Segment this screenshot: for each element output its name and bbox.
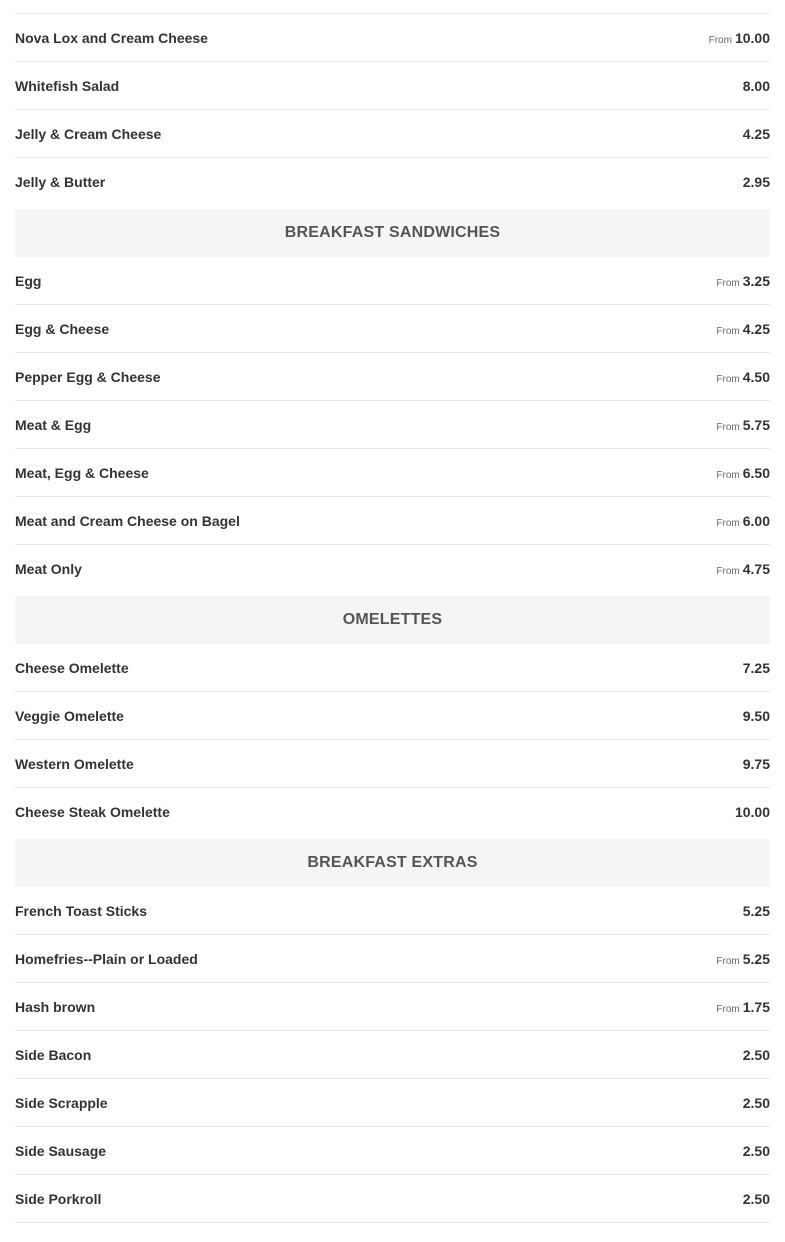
menu-item-hash-brown[interactable]	[15, 983, 770, 1031]
item-name: Side Porkroll	[15, 1190, 102, 1207]
price-amount: 4.75	[742, 560, 770, 577]
item-price	[743, 1143, 770, 1159]
price-amount: 2.95	[742, 173, 770, 190]
price-amount: 7.25	[742, 659, 770, 676]
menu-item-meat-and-cream-cheese-on-bagel[interactable]	[15, 497, 770, 545]
menu-item-jelly-cream-cheese[interactable]	[15, 110, 770, 158]
price-amount: 10.00	[734, 803, 770, 820]
item-price	[743, 708, 770, 724]
item-name: Veggie Omelette	[15, 707, 124, 724]
item-name: Meat Only	[15, 560, 82, 577]
item-name: Pepper Egg & Cheese	[15, 368, 161, 385]
item-price	[716, 369, 770, 385]
menu-item-cheese-omelette[interactable]	[15, 644, 770, 692]
item-price	[716, 999, 770, 1015]
menu-item-side-sausage[interactable]	[15, 1127, 770, 1175]
item-price	[716, 465, 770, 481]
price-amount: 5.75	[742, 416, 770, 433]
item-name: Nova Lox and Cream Cheese	[15, 29, 208, 46]
price-amount: 5.25	[742, 950, 770, 967]
price-amount: 5.25	[742, 902, 770, 919]
top-divider	[15, 0, 770, 14]
price-from-label: From	[716, 421, 740, 433]
price-from-label: From	[716, 469, 740, 481]
item-price	[743, 1047, 770, 1063]
menu-item-meat-egg[interactable]	[15, 401, 770, 449]
price-from-label: From	[716, 955, 740, 967]
item-price	[716, 417, 770, 433]
price-amount: 8.00	[742, 77, 770, 94]
item-price	[743, 1191, 770, 1207]
item-name: French Toast Sticks	[15, 902, 148, 919]
price-from-label: From	[716, 277, 740, 289]
price-amount: 2.50	[742, 1046, 770, 1063]
item-price	[735, 804, 770, 820]
item-price	[743, 903, 770, 919]
price-amount: 6.00	[742, 512, 770, 529]
menu-item-pepper-egg-cheese[interactable]	[15, 353, 770, 401]
price-from-label: From	[716, 325, 740, 337]
section-title: OMELETTES	[342, 610, 443, 628]
item-name: Hash brown	[15, 998, 96, 1015]
item-name: Side Scrapple	[15, 1094, 108, 1111]
menu-item-veggie-omelette[interactable]	[15, 692, 770, 740]
price-amount: 2.50	[742, 1094, 770, 1111]
menu-item-side-bacon[interactable]	[15, 1031, 770, 1079]
price-amount: 10.00	[734, 29, 770, 46]
item-name: Cheese Omelette	[15, 659, 129, 676]
price-amount: 4.50	[742, 368, 770, 385]
price-amount: 3.25	[742, 272, 770, 289]
price-amount: 2.50	[742, 1142, 770, 1159]
price-amount: 6.50	[742, 464, 770, 481]
price-amount: 9.50	[742, 707, 770, 724]
price-from-label: From	[708, 34, 732, 46]
price-from-label: From	[716, 517, 740, 529]
item-price	[716, 321, 770, 337]
menu-item-side-scrapple[interactable]	[15, 1079, 770, 1127]
item-name: Egg & Cheese	[15, 320, 110, 337]
item-name: Side Bacon	[15, 1046, 92, 1063]
price-from-label: From	[716, 373, 740, 385]
item-name: Jelly & Cream Cheese	[15, 125, 162, 142]
section-title: BREAKFAST SANDWICHES	[284, 223, 501, 241]
item-name: Meat and Cream Cheese on Bagel	[15, 512, 240, 529]
menu-item-jelly-butter[interactable]	[15, 158, 770, 205]
item-price	[716, 513, 770, 529]
item-name: Western Omelette	[15, 755, 134, 772]
item-price	[743, 174, 770, 190]
menu-item-egg[interactable]	[15, 257, 770, 305]
price-amount: 1.75	[742, 998, 770, 1015]
item-name: Whitefish Salad	[15, 77, 120, 94]
price-amount: 4.25	[742, 125, 770, 142]
menu-item-side-porkroll[interactable]	[15, 1175, 770, 1223]
section-header-breakfast-sandwiches	[15, 209, 770, 257]
item-price	[709, 30, 770, 46]
item-price	[716, 273, 770, 289]
menu-item-meat-only[interactable]	[15, 545, 770, 592]
item-price	[743, 1095, 770, 1111]
section-title: BREAKFAST EXTRAS	[307, 853, 478, 871]
item-price	[716, 951, 770, 967]
price-amount: 2.50	[742, 1190, 770, 1207]
price-from-label: From	[716, 565, 740, 577]
item-price	[743, 756, 770, 772]
price-amount: 9.75	[742, 755, 770, 772]
item-name: Meat, Egg & Cheese	[15, 464, 149, 481]
menu-item-western-omelette[interactable]	[15, 740, 770, 788]
menu-item-french-toast-sticks[interactable]	[15, 887, 770, 935]
section-header-omelettes	[15, 596, 770, 644]
menu-item-meat-egg-cheese[interactable]	[15, 449, 770, 497]
item-price	[743, 78, 770, 94]
item-name: Side Sausage	[15, 1142, 107, 1159]
price-amount: 4.25	[742, 320, 770, 337]
menu-list	[15, 0, 770, 1223]
menu-item-homefries-plain-or-loaded[interactable]	[15, 935, 770, 983]
item-name: Egg	[15, 272, 42, 289]
item-price	[743, 126, 770, 142]
item-name: Jelly & Butter	[15, 173, 106, 190]
item-price	[716, 561, 770, 577]
menu-item-cheese-steak-omelette[interactable]	[15, 788, 770, 835]
section-header-breakfast-extras	[15, 839, 770, 887]
item-name: Meat & Egg	[15, 416, 92, 433]
menu-item-whitefish-salad[interactable]	[15, 62, 770, 110]
item-name: Homefries--Plain or Loaded	[15, 950, 198, 967]
menu-item-nova-lox-and-cream-cheese[interactable]	[15, 14, 770, 62]
item-price	[743, 660, 770, 676]
price-from-label: From	[716, 1003, 740, 1015]
item-name: Cheese Steak Omelette	[15, 803, 170, 820]
menu-item-egg-cheese[interactable]	[15, 305, 770, 353]
